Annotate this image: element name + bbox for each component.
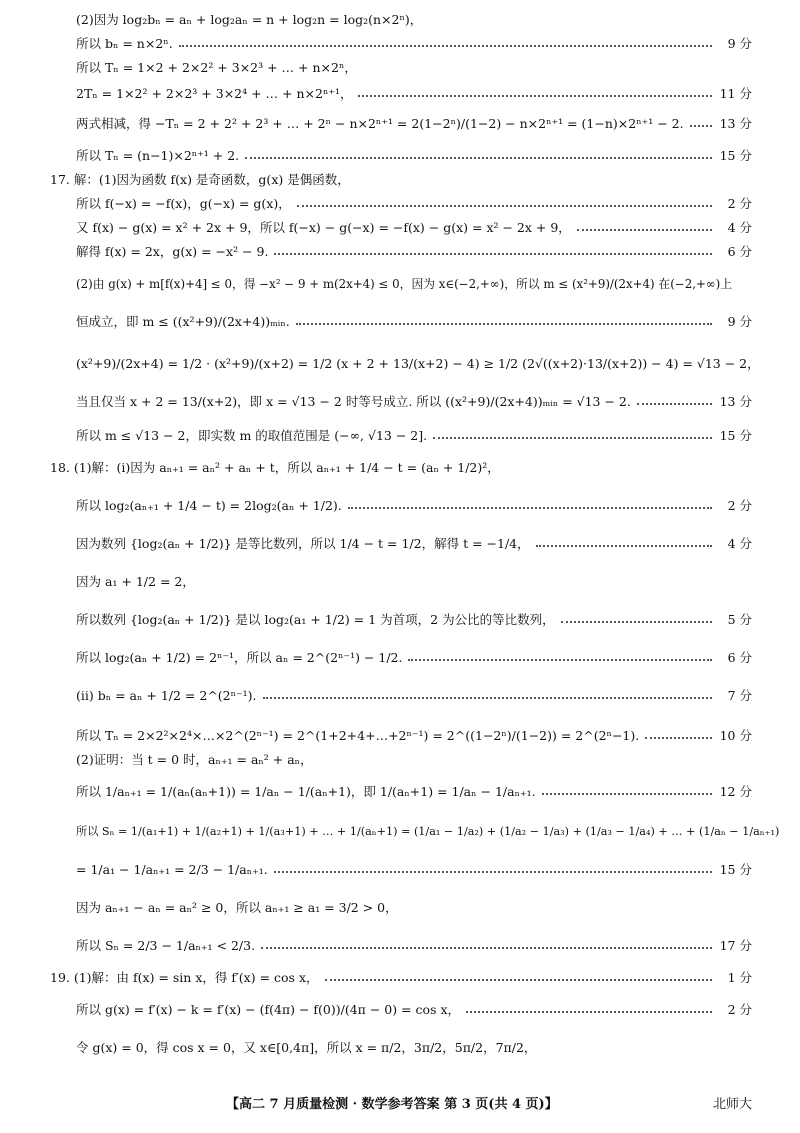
line-l22: (ⅱ) bₙ = aₙ + 1/2 = 2^(2ⁿ⁻¹). 7 分 — [76, 687, 752, 703]
leader-dots — [348, 507, 712, 509]
score-label: 11 分 — [719, 86, 752, 101]
line-l17: 所以 log₂(aₙ₊₁ + 1/4 − t) = 2log₂(aₙ + 1/2). 2 分 — [76, 498, 752, 513]
line-l32: 令 g(x) = 0，得 cos x = 0，又 x∈[0,4π]，所以 x = π/2，3π/2，5π/2，7π/2， — [76, 1040, 537, 1055]
leader-dots — [274, 253, 712, 255]
line-l29: 所以 Sₙ = 2/3 − 1/aₙ₊₁ < 2/3. 17 分 — [76, 938, 752, 953]
score-label: 12 分 — [719, 784, 752, 799]
score-label: 4 分 — [727, 220, 752, 235]
leader-dots — [358, 95, 712, 97]
score-label: 4 分 — [727, 536, 752, 551]
line-l16: 18. (1)解：(ⅰ)因为 aₙ₊₁ = aₙ² + aₙ + t，所以 aₙ₊₁ + 1/4 − t = (aₙ + 1/2)²， — [50, 460, 500, 475]
score-label: 15 分 — [719, 862, 752, 877]
line-l13: (x²+9)/(2x+4) = 1/2 · (x²+9)/(x+2) = 1/2 (x + 2 + 13/(x+2) − 4) ≥ 1/2 (2√((x+2)·13/(x+2)) − 4) = √13 − 2， — [76, 356, 760, 371]
score-label: 9 分 — [727, 36, 752, 51]
line-l18: 因为数列 {log₂(aₙ + 1/2)} 是等比数列，所以 1/4 − t = 1/2，解得 t = −1/4， 4 分 — [76, 536, 752, 551]
leader-dots — [263, 697, 713, 699]
leader-dots — [637, 403, 712, 405]
score-label: 6 分 — [727, 244, 752, 259]
score-label: 10 分 — [719, 728, 752, 743]
line-l7: 17. 解：(1)因为函数 f(x) 是奇函数，g(x) 是偶函数， — [50, 172, 350, 187]
score-label: 15 分 — [719, 148, 752, 163]
score-label: 2 分 — [727, 498, 752, 513]
score-label: 2 分 — [727, 196, 752, 211]
line-l23: 所以 Tₙ = 2×2²×2⁴×…×2^(2ⁿ⁻¹) = 2^(1+2+4+…+2ⁿ⁻¹) = 2^((1−2ⁿ)/(1−2)) = 2^(2ⁿ−1). 10 分 — [76, 728, 752, 743]
leader-dots — [261, 947, 712, 949]
score-label: 6 分 — [727, 650, 752, 665]
score-label: 1 分 — [727, 970, 752, 985]
line-l10: 解得 f(x) = 2x，g(x) = −x² − 9. 6 分 — [76, 244, 752, 259]
line-l4: 2Tₙ = 1×2² + 2×2³ + 3×2⁴ + … + n×2ⁿ⁺¹， 11 分 — [76, 86, 752, 101]
leader-dots — [536, 545, 712, 547]
score-label: 15 分 — [719, 428, 752, 443]
line-l1: (2)因为 log₂bₙ = aₙ + log₂aₙ = n + log₂n = log₂(n×2ⁿ)， — [76, 12, 423, 27]
leader-dots — [466, 1011, 712, 1013]
leader-dots — [408, 659, 712, 661]
line-l24: (2)证明：当 t = 0 时，aₙ₊₁ = aₙ² + aₙ， — [76, 752, 313, 767]
line-l5: 两式相减，得 −Tₙ = 2 + 2² + 2³ + … + 2ⁿ − n×2ⁿ⁺¹ = 2(1−2ⁿ)/(1−2) − n×2ⁿ⁺¹ = (1−n)×2ⁿ⁺¹ − 2. 13 分 — [76, 116, 752, 131]
line-l25: 所以 1/aₙ₊₁ = 1/(aₙ(aₙ+1)) = 1/aₙ − 1/(aₙ+1)，即 1/(aₙ+1) = 1/aₙ − 1/aₙ₊₁. 12 分 — [76, 784, 752, 799]
score-label: 7 分 — [727, 688, 752, 703]
line-l8: 所以 f(−x) = −f(x)，g(−x) = g(x)， 2 分 — [76, 196, 752, 211]
score-label: 2 分 — [727, 1002, 752, 1017]
leader-dots — [433, 437, 712, 439]
leader-dots — [690, 125, 712, 127]
line-l26: 所以 Sₙ = 1/(a₁+1) + 1/(a₂+1) + 1/(a₃+1) + … + 1/(aₙ+1) = (1/a₁ − 1/a₂) + (1/a₂ − 1/a₃) + (1/a₃ − 1/a₄) + … + (1/aₙ − 1/aₙ₊₁) — [76, 825, 780, 838]
line-l6: 所以 Tₙ = (n−1)×2ⁿ⁺¹ + 2. 15 分 — [76, 148, 752, 163]
leader-dots — [325, 979, 713, 981]
line-l12: 恒成立，即 m ≤ ((x²+9)/(2x+4))ₘᵢₙ. 9 分 — [76, 314, 752, 329]
leader-dots — [561, 621, 712, 623]
line-l2: 所以 bₙ = n×2ⁿ. 9 分 — [76, 36, 752, 51]
score-label: 5 分 — [727, 612, 752, 627]
leader-dots — [274, 871, 712, 873]
line-l14: 当且仅当 x + 2 = 13/(x+2)，即 x = √13 − 2 时等号成立. 所以 ((x²+9)/(2x+4))ₘᵢₙ = √13 − 2. 13 分 — [76, 394, 752, 409]
line-l3: 所以 Tₙ = 1×2 + 2×2² + 3×2³ + … + n×2ⁿ， — [76, 60, 357, 75]
line-l11: (2)由 g(x) + m[f(x)+4] ≤ 0，得 −x² − 9 + m(2x+4) ≤ 0，因为 x∈(−2,+∞)，所以 m ≤ (x²+9)/(2x+4) 在(−2,+∞)上 — [76, 276, 733, 291]
page-footer — [0, 1091, 800, 1115]
line-l15: 所以 m ≤ √13 − 2，即实数 m 的取值范围是 (−∞, √13 − 2]. 15 分 — [76, 428, 752, 443]
footer-title: 【高二 7 月质量检测 · 数学参考答案 第 3 页(共 4 页)】 — [226, 1097, 558, 1112]
leader-dots — [296, 323, 712, 325]
score-label: 13 分 — [719, 116, 752, 131]
leader-dots — [542, 793, 712, 795]
line-l28: 因为 aₙ₊₁ − aₙ = aₙ² ≥ 0，所以 aₙ₊₁ ≥ a₁ = 3/2 > 0， — [76, 900, 398, 915]
score-label: 9 分 — [727, 314, 752, 329]
line-l19: 因为 a₁ + 1/2 = 2， — [76, 574, 195, 589]
leader-dots — [645, 737, 712, 739]
line-l9: 又 f(x) − g(x) = x² + 2x + 9，所以 f(−x) − g(−x) = −f(x) − g(x) = x² − 2x + 9， 4 分 — [76, 220, 752, 235]
line-l31: 所以 g(x) = f′(x) − k = f′(x) − (f(4π) − f(0))/(4π − 0) = cos x， 2 分 — [76, 1002, 752, 1017]
line-l20: 所以数列 {log₂(aₙ + 1/2)} 是以 log₂(a₁ + 1/2) = 1 为首项，2 为公比的等比数列， 5 分 — [76, 612, 752, 627]
leader-dots — [179, 45, 712, 47]
score-label: 17 分 — [719, 938, 752, 953]
leader-dots — [577, 229, 712, 231]
score-label: 13 分 — [719, 394, 752, 409]
line-l30: 19. (1)解：由 f(x) = sin x，得 f′(x) = cos x， 1 分 — [50, 970, 752, 985]
line-l21: 所以 log₂(aₙ + 1/2) = 2ⁿ⁻¹，所以 aₙ = 2^(2ⁿ⁻¹) − 1/2. 6 分 — [76, 650, 752, 665]
leader-dots — [297, 205, 712, 207]
leader-dots — [245, 157, 712, 159]
line-l27: = 1/a₁ − 1/aₙ₊₁ = 2/3 − 1/aₙ₊₁. 15 分 — [76, 861, 752, 877]
footer-publisher: 北师大 — [712, 1097, 752, 1112]
